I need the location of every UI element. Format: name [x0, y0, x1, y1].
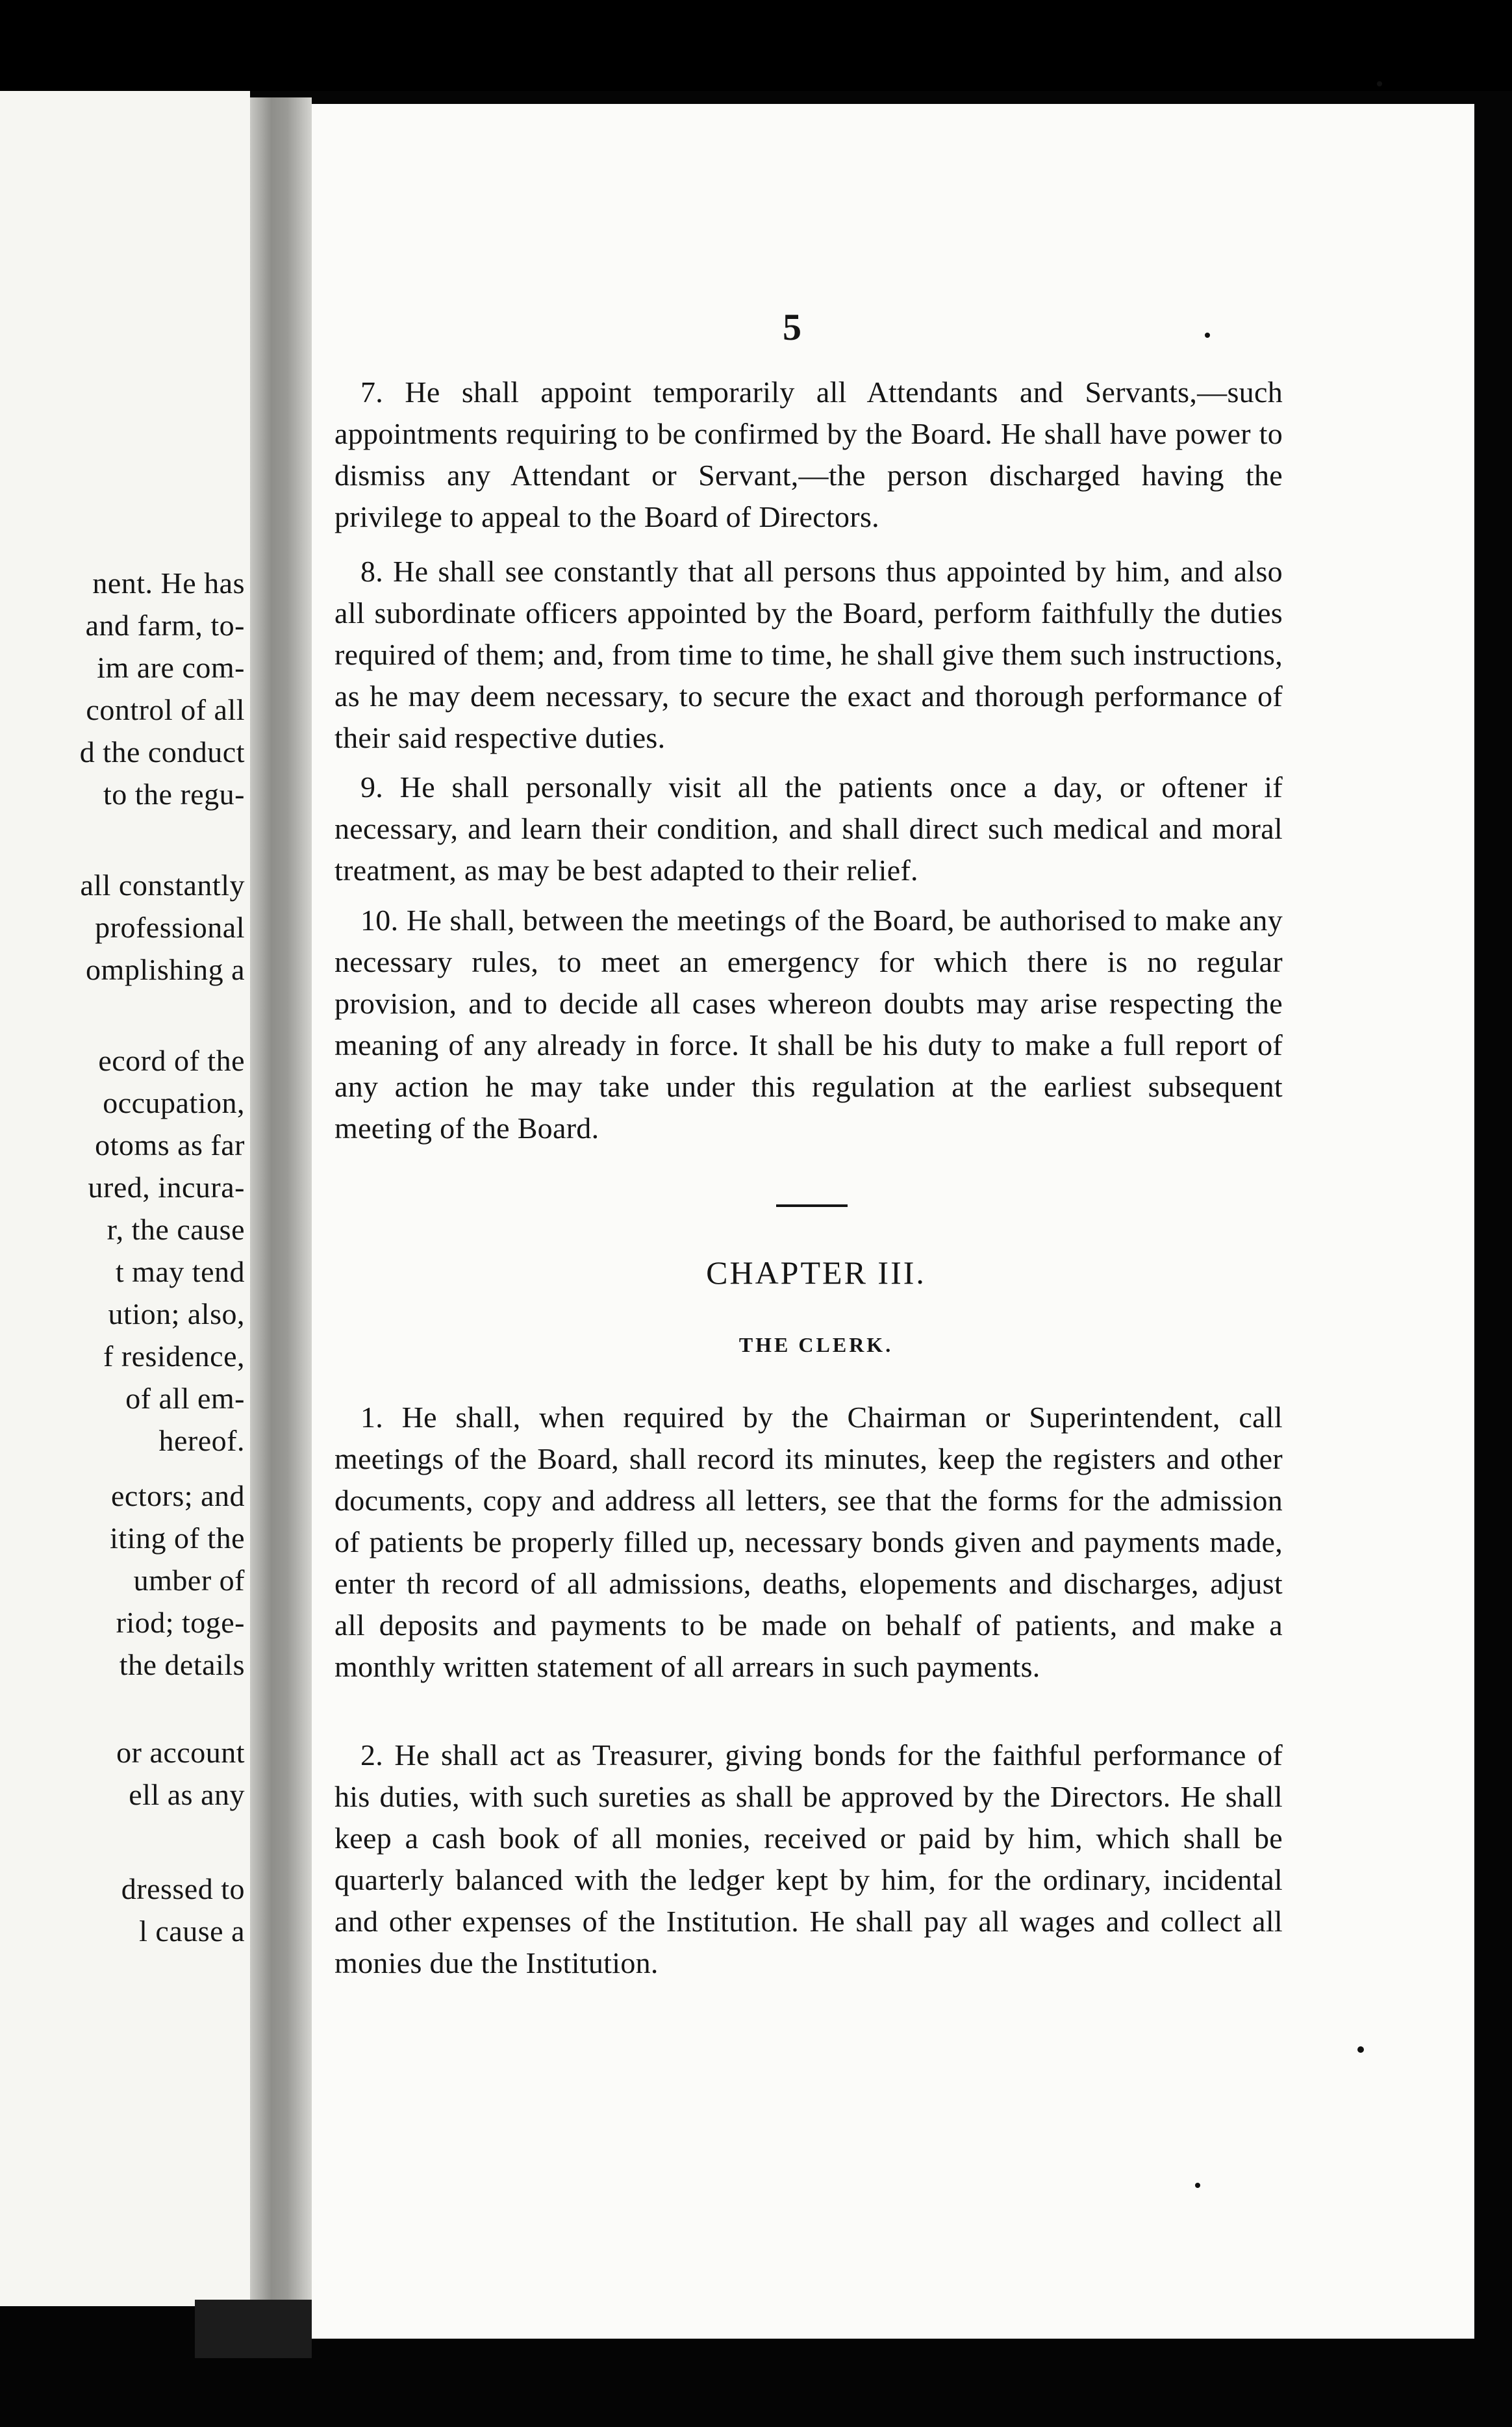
left-page-line: iting of the — [110, 1521, 245, 1555]
scan-bottom-shadow — [195, 2300, 312, 2358]
left-page-line: of all em- — [125, 1382, 245, 1415]
scan-top-border — [0, 0, 1512, 91]
rule-paragraph: 7. He shall appoint temporarily all Attendants and Servants,—such appointments requiring to be confirmed by the Board. He shall have power to dismiss any Attendant or Servant,—the person discharged having the privilege to appeal to the Board of Directors. — [334, 375, 1283, 533]
rule-paragraph: 1. He shall, when required by the Chairman or Superintendent, call meetings of the Board, shall record its minutes, keep the registers and other documents, copy and address all letters, see that the forms for the admission of patients be properly filled up, necessary bonds given and payments made, enter th record of all admissions, deaths, elopements and discharges, adjust all deposits and payments to be made on behalf of patients, and make a monthly written statement of all arrears in such payments. — [334, 1401, 1283, 1683]
scan-speck — [1357, 2046, 1364, 2053]
left-page-line: ured, incura- — [88, 1171, 245, 1204]
left-page-line: im are com- — [97, 651, 245, 684]
left-page-line: to the regu- — [103, 778, 245, 811]
left-page-line: all constantly — [80, 869, 245, 902]
scan-speck — [1377, 81, 1382, 86]
left-page-line: r, the cause — [107, 1213, 245, 1246]
page-number: 5 — [783, 306, 801, 348]
left-page-line: otoms as far — [95, 1128, 245, 1162]
left-page-line: and farm, to- — [85, 609, 245, 642]
left-page-line: omplishing a — [86, 953, 245, 986]
left-page-line: ecord of the — [98, 1044, 245, 1077]
left-page-fragment — [0, 91, 250, 2306]
scan-speck — [1205, 333, 1210, 338]
chapter-title: CHAPTER III. — [706, 1254, 926, 1291]
scan-speck — [1195, 2183, 1200, 2188]
left-page-line: dressed to — [121, 1872, 245, 1905]
left-page-line: f residence, — [103, 1340, 245, 1373]
left-page-line: professional — [95, 911, 245, 944]
rule-paragraph: 2. He shall act as Treasurer, giving bonds for the faithful performance of his duties, with such sureties as shall be approved by the Directors. He shall keep a cash book of all monies, received or paid by him, which shall be quarterly balanced with the ledger kept by him, for the ordinary, incidental and other expenses of the Institution. He shall pay all wages and collect all monies due the Institution. — [334, 1738, 1283, 1979]
left-page-line: t may tend — [115, 1255, 245, 1288]
rule-paragraph: 9. He shall personally visit all the patients once a day, or oftener if necessary, and learn their condition, and shall direct such medical and moral treatment, as may be best adapted to their relief. — [334, 770, 1283, 887]
rule-paragraph: 8. He shall see constantly that all persons thus appointed by him, and also all subordinate officers appointed by the Board, perform faithfully the duties required of them; and, from time to time, he shall give them such instructions, as he may deem necessary, to secure the exact and thorough performance of their said respective duties. — [334, 555, 1283, 754]
left-page-line: umber of — [133, 1564, 245, 1597]
left-page-line: hereof. — [158, 1424, 245, 1457]
left-page-line: the details — [119, 1648, 245, 1681]
section-title: THE CLERK. — [738, 1333, 894, 1356]
left-page-line: l cause a — [139, 1914, 245, 1948]
book-gutter-shadow — [250, 97, 312, 2332]
left-page-line: d the conduct — [79, 735, 245, 769]
left-page-line: ectors; and — [110, 1479, 245, 1512]
section-divider — [776, 1204, 848, 1207]
left-page-line: control of all — [86, 693, 245, 726]
left-page-line: or account — [116, 1736, 245, 1769]
left-page-line: nent. He has — [92, 566, 245, 600]
left-page-line: occupation, — [103, 1086, 245, 1119]
left-page-line: ution; also, — [108, 1297, 245, 1330]
left-page-line: ell as any — [129, 1778, 245, 1811]
left-page-line: riod; toge- — [116, 1606, 245, 1639]
rule-paragraph: 10. He shall, between the meetings of the Board, be authorised to make any necessary rules, to meet an emergency for which there is no regular provision, and to decide all cases whereon doubts may arise respecting the meaning of any already in force. It shall be his duty to make a full report of any action he may take under this regulation at the earliest subsequent meeting of the Board. — [334, 904, 1283, 1145]
